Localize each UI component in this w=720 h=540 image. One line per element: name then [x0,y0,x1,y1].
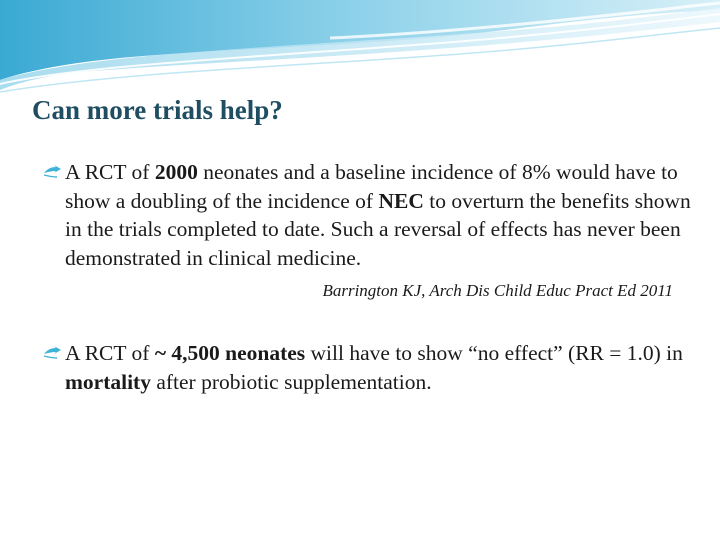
bullet-item [43,339,693,396]
bullet-text-segment: to overturn the benefits shown in the trials completed to date. Such a reversal of effects has never been demonstrated in clinical medicine. [65,188,691,270]
arrow-bullet-icon [43,165,61,181]
bullet-text-bold: 2000 [154,160,198,184]
header-wave-decoration [0,0,720,95]
slide-body [43,158,693,396]
bullet-text-segment: will have to show “no effect” (RR = 1.0) in [305,341,683,365]
arrow-bullet-icon [43,346,61,362]
bullet-text-bold: mortality [65,369,151,394]
bullet-text-segment: neonates and a baseline incidence of 8% would have to show a doubling of the incidence of [65,160,678,213]
bullet-item [43,158,693,272]
slide-title: Can more trials help? [32,95,283,125]
bullet-text-bold: ~ 4,500 neonates [154,341,306,365]
bullet-text-segment: A RCT of [65,341,155,365]
bullet-text-bold: NEC [378,188,424,213]
bullet-text-segment: A RCT of [65,160,155,184]
citation: Barrington KJ, Arch Dis Child Educ Pract Ed 2011 [322,281,673,300]
bullet-text-segment: after probiotic supplementation. [150,369,432,394]
